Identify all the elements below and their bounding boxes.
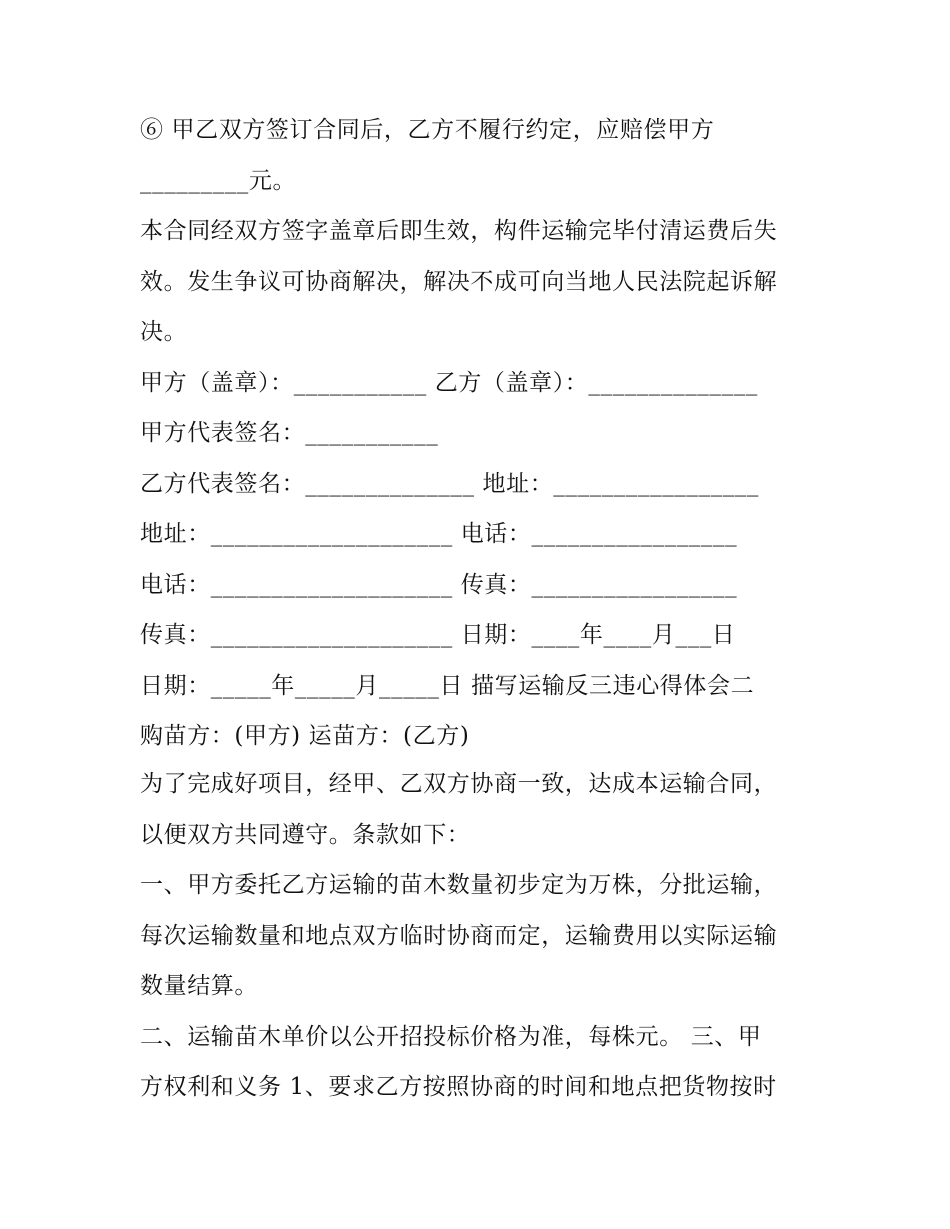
date-line: 日期：_____年_____月_____日 描写运输反三违心得体会二 xyxy=(140,672,755,699)
fax-line: 传真：____________________ 日期：____年____月___日 xyxy=(140,622,736,648)
preamble-line-1: 为了完成好项目，经甲、乙双方协商一致，达成本运输合同， xyxy=(140,771,778,797)
preamble-line-2: 以便双方共同遵守。条款如下： xyxy=(140,821,471,848)
effective-clause-line-2: 效。发生争议可协商解决，解决不成可向当地人民法院起诉解 xyxy=(140,268,778,295)
clause-6-line: ⑥ 甲乙双方签订合同后，乙方不履行约定，应赔偿甲方 xyxy=(140,117,715,143)
party-b-signature-line: 乙方代表签名：______________ 地址：_________________ xyxy=(140,470,760,497)
party-seal-line: 甲方（盖章）：___________ 乙方（盖章）：______________ xyxy=(140,369,758,396)
effective-clause-line-3: 决。 xyxy=(140,319,188,345)
effective-clause-line-1: 本合同经双方签字盖章后即生效，构件运输完毕付清运费后失 xyxy=(140,218,778,244)
phone-line: 电话：____________________ 传真：_________________ xyxy=(140,571,738,598)
parties-heading-line: 购苗方：(甲方) 运苗方：(乙方) xyxy=(140,723,470,749)
address-line: 地址：____________________ 电话：_________________ xyxy=(140,521,738,547)
party-a-signature-line: 甲方代表签名：___________ xyxy=(140,420,439,446)
article-1-line-2: 每次运输数量和地点双方临时协商而定，运输费用以实际运输 xyxy=(140,922,778,949)
article-1-line-1: 一、甲方委托乙方运输的苗木数量初步定为万株，分批运输， xyxy=(140,872,778,898)
compensation-amount-line: _________元。 xyxy=(140,167,297,194)
article-2-line: 二、运输苗木单价以公开招投标价格为准，每株元。 三、甲 xyxy=(140,1023,762,1050)
article-3-line: 方权利和义务 1、要求乙方按照协商的时间和地点把货物按时 xyxy=(140,1074,777,1100)
document-body xyxy=(140,105,820,1113)
article-1-line-3: 数量结算。 xyxy=(140,973,258,999)
